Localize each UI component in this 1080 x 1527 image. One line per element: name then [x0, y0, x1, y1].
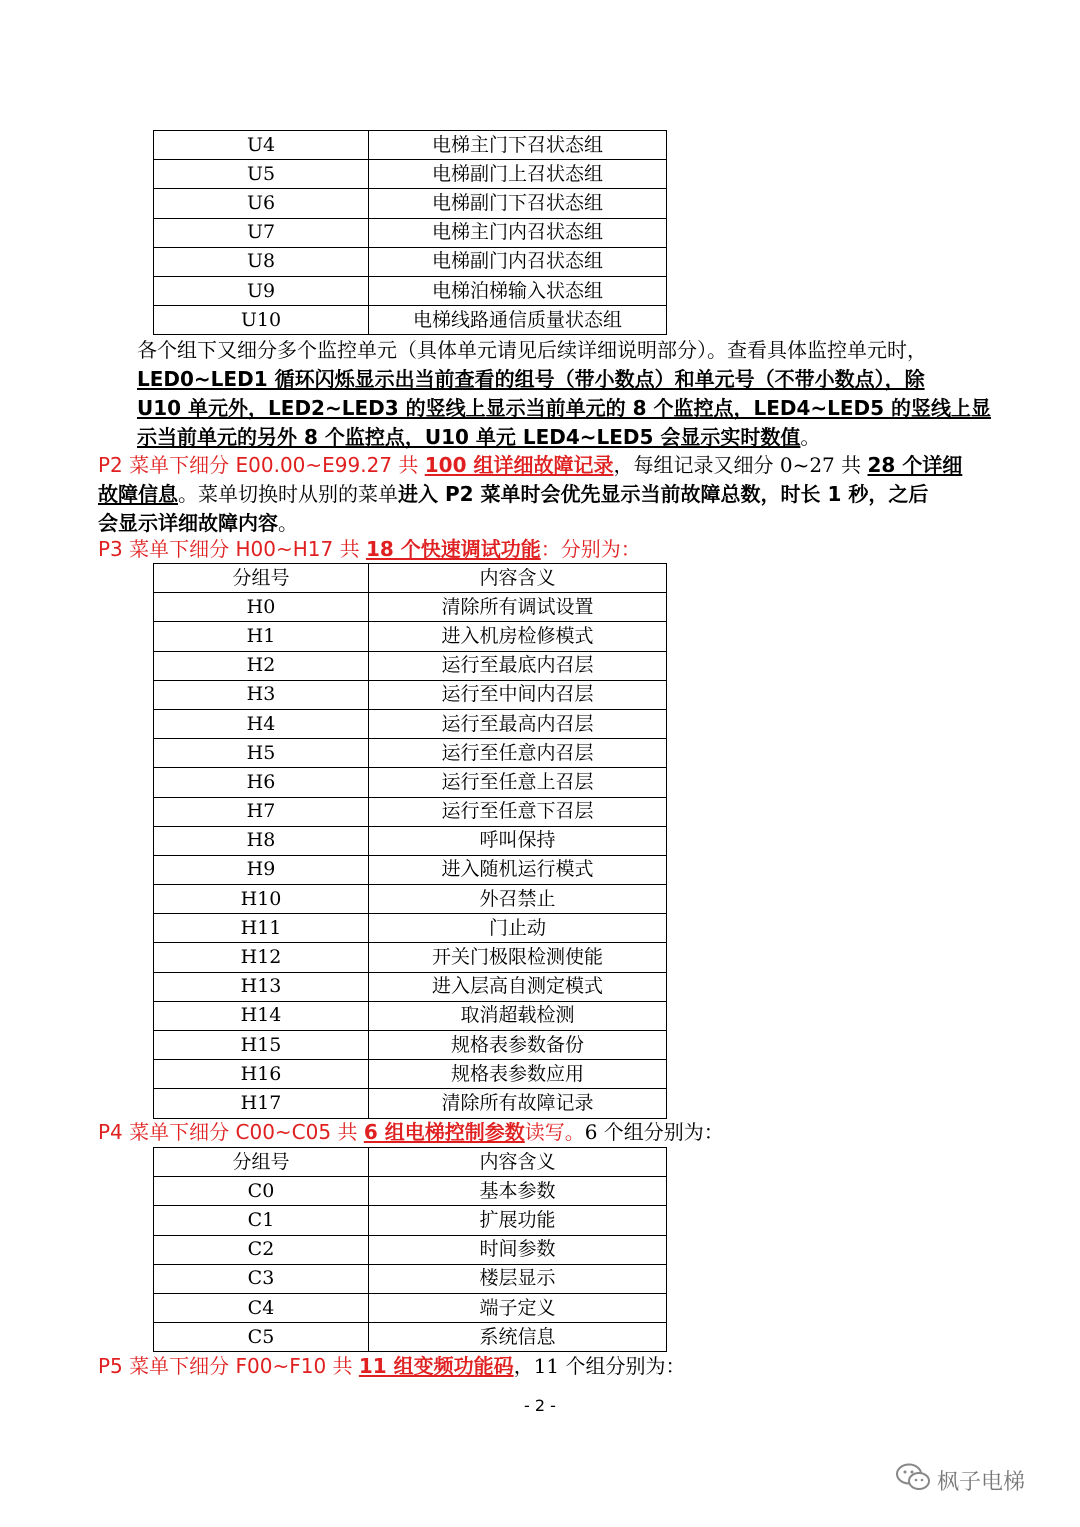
table-header-row [154, 1148, 667, 1177]
table-row [154, 276, 667, 305]
table-row [154, 131, 667, 160]
para1-end: 。 [800, 425, 821, 449]
table-row [154, 797, 667, 826]
group-meaning-cell: 进入层高自测定模式 [369, 972, 667, 1001]
group-meaning-cell: 规格表参数备份 [369, 1031, 667, 1060]
group-code-cell: U4 [154, 131, 369, 160]
group-meaning-cell: 电梯泊梯输入状态组 [369, 276, 667, 305]
p2-mid: ，每组记录又细分 0~27 共 [613, 453, 868, 477]
group-code-cell: H4 [154, 709, 369, 738]
group-meaning-cell: 进入机房检修模式 [369, 622, 667, 651]
table-row [154, 189, 667, 218]
page-number: - 2 - [524, 1396, 556, 1415]
table-row [154, 768, 667, 797]
p4-heading [98, 1118, 724, 1147]
group-meaning-cell: 内容含义 [369, 564, 667, 593]
p5-highlight: 11 组变频功能码 [358, 1354, 514, 1378]
group-meaning-cell: 运行至最底内召层 [369, 651, 667, 680]
group-code-cell: C1 [154, 1206, 369, 1235]
group-meaning-cell: 规格表参数应用 [369, 1060, 667, 1089]
group-code-cell: C0 [154, 1177, 369, 1206]
group-code-cell: 分组号 [154, 1148, 369, 1177]
group-meaning-cell: 进入随机运行模式 [369, 855, 667, 884]
table-row [154, 943, 667, 972]
table-header-row [154, 564, 667, 593]
group-code-cell: 分组号 [154, 564, 369, 593]
table-row [154, 1264, 667, 1293]
p2-lead: P2 菜单下细分 E00.00~E99.27 共 [98, 453, 425, 477]
group-code-cell: H5 [154, 739, 369, 768]
p2-line2-bold: 进入 P2 菜单时会优先显示当前故障总数，时长 1 秒，之后 [398, 482, 929, 506]
group-code-cell: U6 [154, 189, 369, 218]
group-code-cell: H16 [154, 1060, 369, 1089]
p2-highlight: 100 组详细故障记录 [424, 453, 614, 477]
table-row [154, 739, 667, 768]
group-code-cell: H0 [154, 593, 369, 622]
table-row [154, 914, 667, 943]
p3-lead: P3 菜单下细分 H00~H17 共 [98, 537, 366, 561]
p2-line3 [98, 509, 298, 538]
group-meaning-cell: 扩展功能 [369, 1206, 667, 1235]
para1-bold-line1: LED0~LED1 循环闪烁显示出当前查看的组号（带小数点）和单元号（不带小数点），除 [137, 367, 925, 391]
wechat-icon [895, 1462, 937, 1498]
group-code-cell: H11 [154, 914, 369, 943]
group-meaning-cell: 电梯副门上召状态组 [369, 160, 667, 189]
group-meaning-cell: 基本参数 [369, 1177, 667, 1206]
table-row [154, 1089, 667, 1118]
table-row [154, 1060, 667, 1089]
table-row [154, 622, 667, 651]
table-row [154, 160, 667, 189]
group-code-cell: U8 [154, 247, 369, 276]
p2-line2 [98, 480, 928, 509]
group-meaning-cell: 运行至任意内召层 [369, 739, 667, 768]
watermark-text: 枫子电梯 [937, 1469, 1026, 1495]
p3-tail: ：分别为： [540, 537, 641, 561]
group-code-cell: H13 [154, 972, 369, 1001]
table-row [154, 593, 667, 622]
group-meaning-cell: 电梯主门下召状态组 [369, 131, 667, 160]
group-meaning-cell: 运行至最高内召层 [369, 709, 667, 738]
group-code-cell: H17 [154, 1089, 369, 1118]
group-code-cell: C2 [154, 1235, 369, 1264]
para1-bold-line3: 示当前单元的另外 8 个监控点，U10 单元 LED4~LED5 会显示实时数值 [137, 425, 801, 449]
group-code-cell: C3 [154, 1264, 369, 1293]
p2-line2-plain: 。菜单切换时从别的菜单 [178, 482, 398, 506]
table-row [154, 680, 667, 709]
group-meaning-cell: 清除所有故障记录 [369, 1089, 667, 1118]
group-meaning-cell: 运行至中间内召层 [369, 680, 667, 709]
group-code-cell: H3 [154, 680, 369, 709]
para1-line3 [137, 423, 820, 452]
table-row [154, 306, 667, 335]
group-meaning-cell: 楼层显示 [369, 1264, 667, 1293]
table-c-control-params [153, 1147, 667, 1352]
group-code-cell: H12 [154, 943, 369, 972]
group-code-cell: H1 [154, 622, 369, 651]
group-meaning-cell: 清除所有调试设置 [369, 593, 667, 622]
p2-line1 [98, 451, 962, 480]
para1-bold-line2: U10 单元外，LED2~LED3 的竖线上显示当前单元的 8 个监控点，LED4~LED5 的竖线上显 [137, 396, 992, 420]
table-h-debug-functions [153, 563, 667, 1119]
group-meaning-cell: 门止动 [369, 914, 667, 943]
p5-heading [98, 1352, 686, 1381]
group-meaning-cell: 运行至任意下召层 [369, 797, 667, 826]
group-code-cell: H7 [154, 797, 369, 826]
table-row [154, 826, 667, 855]
group-meaning-cell: 电梯副门下召状态组 [369, 189, 667, 218]
group-meaning-cell: 呼叫保持 [369, 826, 667, 855]
p4-tail: 6 个组分别为： [584, 1120, 724, 1144]
table-row [154, 1293, 667, 1322]
table-row [154, 709, 667, 738]
group-code-cell: H8 [154, 826, 369, 855]
group-code-cell: H10 [154, 885, 369, 914]
table-row [154, 1323, 667, 1352]
p4-mid: 读写。 [524, 1120, 585, 1144]
p5-lead: P5 菜单下细分 F00~F10 共 [98, 1354, 359, 1378]
table-row [154, 855, 667, 884]
group-meaning-cell: 时间参数 [369, 1235, 667, 1264]
group-meaning-cell: 取消超载检测 [369, 1001, 667, 1030]
group-code-cell: U10 [154, 306, 369, 335]
group-meaning-cell: 系统信息 [369, 1323, 667, 1352]
p3-highlight: 18 个快速调试功能 [365, 537, 541, 561]
group-meaning-cell: 电梯主门内召状态组 [369, 218, 667, 247]
table-row [154, 651, 667, 680]
p2-line3-text: 会显示详细故障内容 [98, 511, 278, 535]
table-row [154, 1206, 667, 1235]
p2-line3-end: 。 [278, 511, 298, 535]
table-row [154, 1235, 667, 1264]
group-meaning-cell: 电梯线路通信质量状态组 [369, 306, 667, 335]
group-meaning-cell: 运行至任意上召层 [369, 768, 667, 797]
group-code-cell: U5 [154, 160, 369, 189]
group-meaning-cell: 外召禁止 [369, 885, 667, 914]
group-code-cell: H9 [154, 855, 369, 884]
table-u-groups [153, 130, 667, 335]
table-row [154, 218, 667, 247]
p4-highlight: 6 组电梯控制参数 [363, 1120, 525, 1144]
group-code-cell: H6 [154, 768, 369, 797]
p5-tail: ，11 个组分别为： [513, 1354, 686, 1378]
p3-heading [98, 535, 641, 564]
p4-lead: P4 菜单下细分 C00~C05 共 [98, 1120, 364, 1144]
group-code-cell: C4 [154, 1293, 369, 1322]
group-code-cell: C5 [154, 1323, 369, 1352]
group-code-cell: H15 [154, 1031, 369, 1060]
group-code-cell: H2 [154, 651, 369, 680]
p2-highlight2b: 故障信息 [98, 482, 178, 506]
p2-highlight2a: 28 个详细 [867, 453, 963, 477]
group-meaning-cell: 内容含义 [369, 1148, 667, 1177]
table-row [154, 1031, 667, 1060]
group-meaning-cell: 开关门极限检测使能 [369, 943, 667, 972]
table-row [154, 885, 667, 914]
group-meaning-cell: 电梯副门内召状态组 [369, 247, 667, 276]
watermark [895, 1460, 1025, 1500]
para1-intro: 各个组下又细分多个监控单元（具体单元请见后续详细说明部分）。查看具体监控单元时， [137, 338, 927, 362]
table-row [154, 247, 667, 276]
group-code-cell: U9 [154, 276, 369, 305]
table-row [154, 972, 667, 1001]
group-meaning-cell: 端子定义 [369, 1293, 667, 1322]
table-row [154, 1177, 667, 1206]
group-code-cell: U7 [154, 218, 369, 247]
group-code-cell: H14 [154, 1001, 369, 1030]
table-row [154, 1001, 667, 1030]
